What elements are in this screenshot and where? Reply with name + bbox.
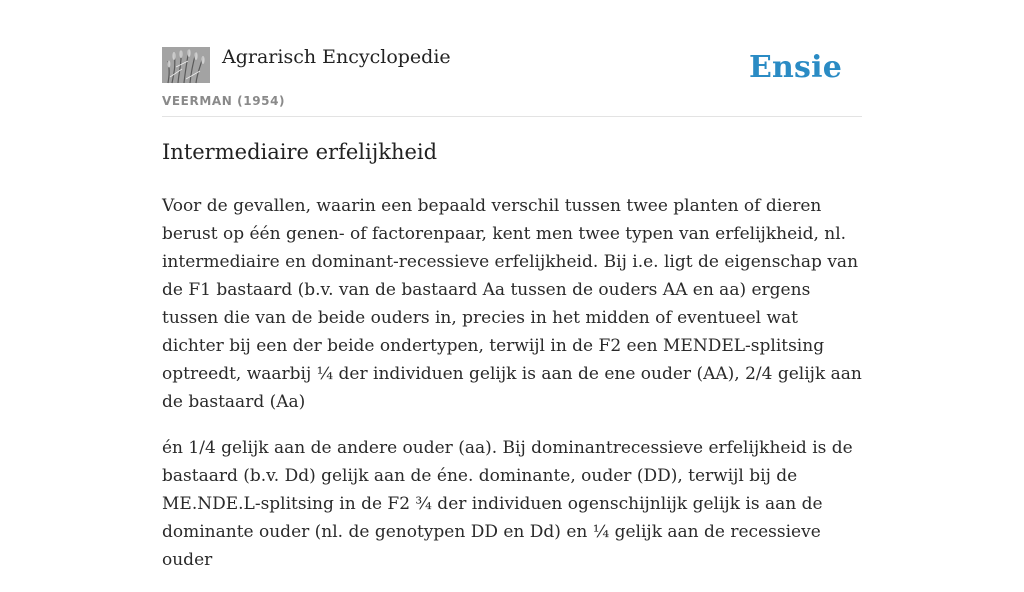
author-byline: VEERMAN (1954) [162,94,286,108]
wheat-icon[interactable] [162,47,210,83]
source-header [162,40,862,117]
brand-logo[interactable]: Ensie [748,50,842,85]
article-title: Intermediaire erfelijkheid [162,140,438,164]
article-body [162,192,862,592]
article-paragraph: én 1/4 gelijk aan de andere ouder (aa). Bij dominantrecessieve erfelijkheid is de bastaard (b.v. Dd) gelijk aan de éne. dominante, ouder (DD), terwijl bij de ME.NDE.L-splitsing in de F2 ¾ der individuen ogenschijnlijk gelijk is aan de dominante ouder (nl. de genotypen DD en Dd) en ¼ gelijk aan de recessieve ouder [162,438,853,570]
source-name[interactable]: Agrarisch Encyclopedie [222,46,451,68]
article-paragraph: Voor de gevallen, waarin een bepaald verschil tussen twee planten of dieren berust op één genen- of factorenpaar, kent men twee typen van erfelijkheid, nl. intermediaire en dominant-recessieve erfelijkheid. Bij i.e. ligt de eigenschap van de F1 bastaard (b.v. van de bastaard Aa tussen de ouders AA en aa) ergens tussen die van de beide ouders in, precies in het midden of eventueel wat dichter bij een der beide ondertypen, terwijl in de F2 een MENDEL-splitsing optreedt, waarbij ¼ der individuen gelijk is aan de ene ouder (AA), 2/4 gelijk aan de bastaard (Aa) [162,196,862,412]
